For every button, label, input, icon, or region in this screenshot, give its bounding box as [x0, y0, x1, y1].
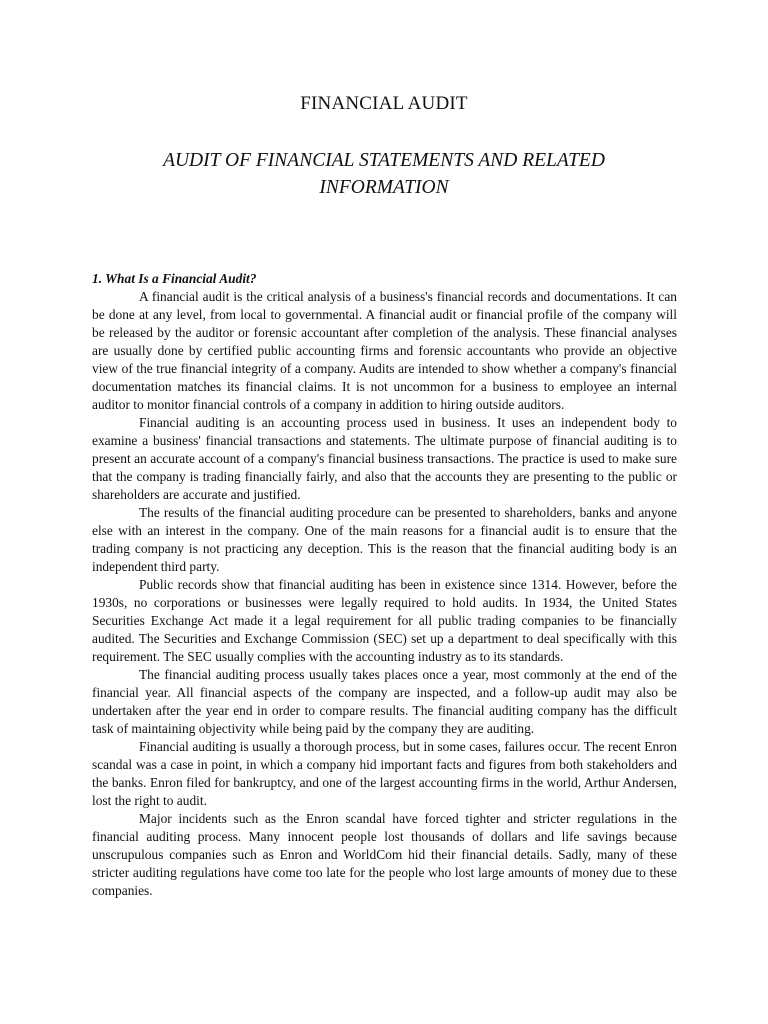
paragraph-1: A financial audit is the critical analysis of a business's financial records and documentations. It can be done at any level, from local to governmental. A financial audit or financial profile of the company will be released by the auditor or forensic accountant after completion of the analysis. These financial analyses are usually done by certified public accounting firms and forensic accountants who provide an objective view of the true financial integrity of a company. Audits are intended to show whether a company's financial documentation matches its financial claims. It is not uncommon for a business to employee an internal auditor to monitor financial controls of a company in addition to hiring outside auditors. — [92, 289, 677, 412]
document-body — [92, 270, 677, 900]
paragraph-6: Financial auditing is usually a thorough process, but in some cases, failures occur. The recent Enron scandal was a case in point, in which a company hid important facts and figures from both stakeholders and the banks. Enron filed for bankruptcy, and one of the largest accounting firms in the world, Arthur Andersen, lost the right to audit. — [92, 739, 677, 808]
paragraph-5: The financial auditing process usually takes places once a year, most commonly at the end of the financial year. All financial aspects of the company are inspected, and a follow-up audit may also be undertaken after the year end in order to compare results. The financial auditing company has the difficult task of maintaining objectivity while being paid by the company they are auditing. — [92, 667, 677, 736]
document-subtitle: AUDIT OF FINANCIAL STATEMENTS AND RELATED INFORMATION — [163, 150, 605, 198]
paragraph-2: Financial auditing is an accounting process used in business. It uses an independent body to examine a business' financial transactions and statements. The ultimate purpose of financial auditing is to present an accurate account of a company's financial business transactions. The practice is used to make sure that the company is trading financially fairly, and also that the accounts they are presenting to the public or shareholders are accurate and justified. — [92, 415, 677, 502]
paragraph-7: Major incidents such as the Enron scandal have forced tighter and stricter regulations in the financial auditing process. Many innocent people lost thousands of dollars and life savings because unscrupulous companies such as Enron and WorldCom hid their financial details. Sadly, many of these stricter auditing regulations have come too late for the people who lost large amounts of money due to these companies. — [92, 811, 677, 898]
section-heading: 1. What Is a Financial Audit? — [92, 271, 257, 286]
document-title: FINANCIAL AUDIT — [300, 93, 468, 114]
paragraph-3: The results of the financial auditing procedure can be presented to shareholders, banks and anyone else with an interest in the company. One of the main reasons for a financial audit is to ensure that the trading company is not practicing any deception. This is the reason that the financial auditing body is an independent third party. — [92, 505, 677, 574]
paragraph-4: Public records show that financial auditing has been in existence since 1314. However, before the 1930s, no corporations or businesses were legally required to hold audits. In 1934, the United States Securities Exchange Act made it a legal requirement for all public trading companies to be financially audited. The Securities and Exchange Commission (SEC) set up a department to deal specifically with this requirement. The SEC usually complies with the accounting industry as to its standards. — [92, 577, 677, 664]
